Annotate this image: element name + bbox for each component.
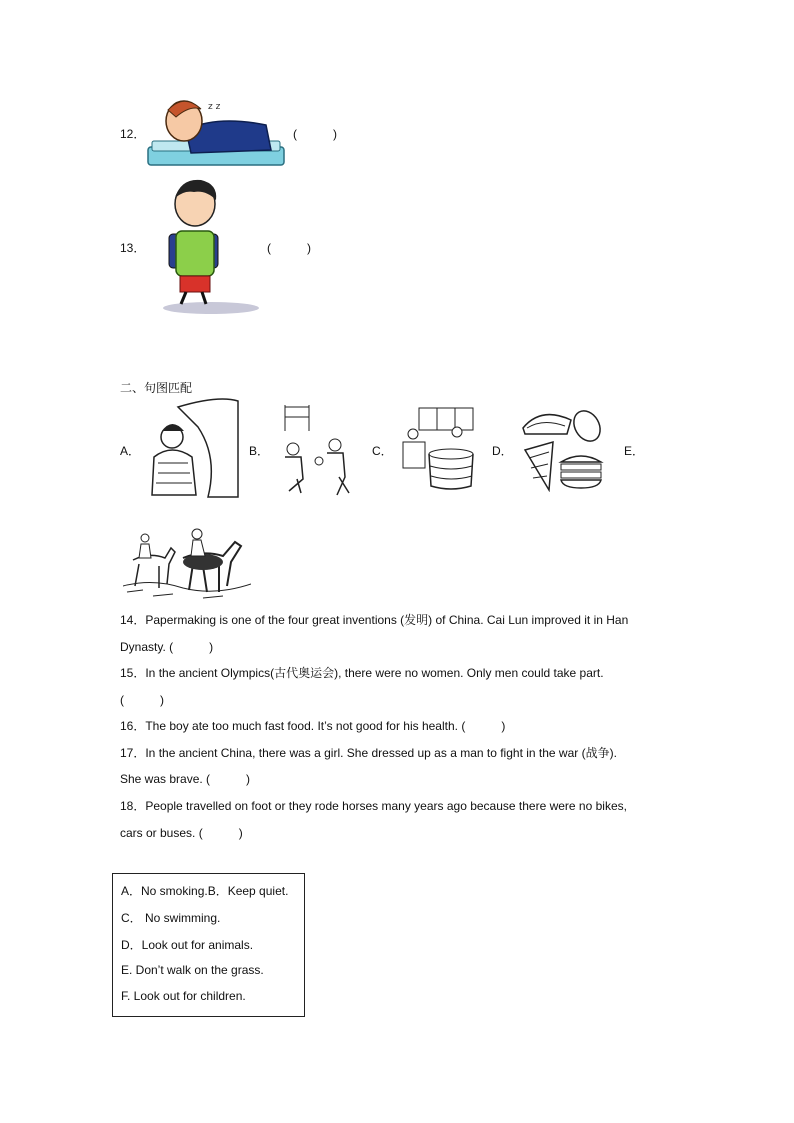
- question-17-line-2: She was brave. ( ): [120, 772, 251, 786]
- svg-text:z z: z z: [208, 102, 221, 112]
- option-b-label: B．: [249, 444, 270, 458]
- sleeping-boy-illustration: [146, 95, 286, 170]
- question-14-line-1: 14．Papermaking is one of the four great inventions (发明) of China. Cai Lun improved it in Han: [120, 613, 629, 627]
- question-17-line-1: 17．In the ancient China, there was a girl. She dressed up as a man to fight in the war (战争).: [120, 746, 617, 760]
- item-12-number: 12．: [120, 127, 146, 141]
- option-line-3: D．Look out for animals.: [121, 938, 254, 952]
- question-14-line-2: Dynasty. ( ): [120, 640, 214, 654]
- question-15-line-1: 15．In the ancient Olympics(古代奥运会), there were no women. Only men could take part.: [120, 666, 604, 680]
- section-2-heading: 二、句图匹配: [120, 381, 193, 395]
- option-line-2: C． No swimming.: [121, 911, 221, 925]
- mulan-illustration: [148, 397, 240, 501]
- question-18-line-2: cars or buses. ( ): [120, 826, 243, 840]
- horse-riders-illustration: [123, 516, 251, 602]
- item-13-number: 13．: [120, 241, 146, 255]
- options-box: [112, 873, 305, 1017]
- option-e-label: E．: [624, 444, 645, 458]
- option-c-label: C．: [372, 444, 393, 458]
- question-18-line-1: 18．People travelled on foot or they rode horses many years ago because there were no bikes,: [120, 799, 627, 813]
- question-15-line-2: ( ): [120, 693, 164, 707]
- option-a-label: A．: [120, 444, 141, 458]
- question-16-line-1: 16．The boy ate too much fast food. It’s not good for his health. ( ): [120, 719, 506, 733]
- option-d-label: D．: [492, 444, 513, 458]
- schoolboy-walking-illustration: [156, 176, 262, 316]
- papermaking-illustration: [399, 404, 477, 492]
- option-line-1: A．No smoking.B．Keep quiet.: [121, 884, 289, 898]
- ancient-football-illustration: [279, 401, 351, 497]
- item-13-answer: ( ): [267, 241, 311, 255]
- option-line-5: F. Look out for children.: [121, 989, 246, 1003]
- option-line-4: E. Don’t walk on the grass.: [121, 963, 264, 977]
- item-12-answer: ( ): [293, 127, 337, 141]
- fast-food-illustration: [519, 406, 605, 492]
